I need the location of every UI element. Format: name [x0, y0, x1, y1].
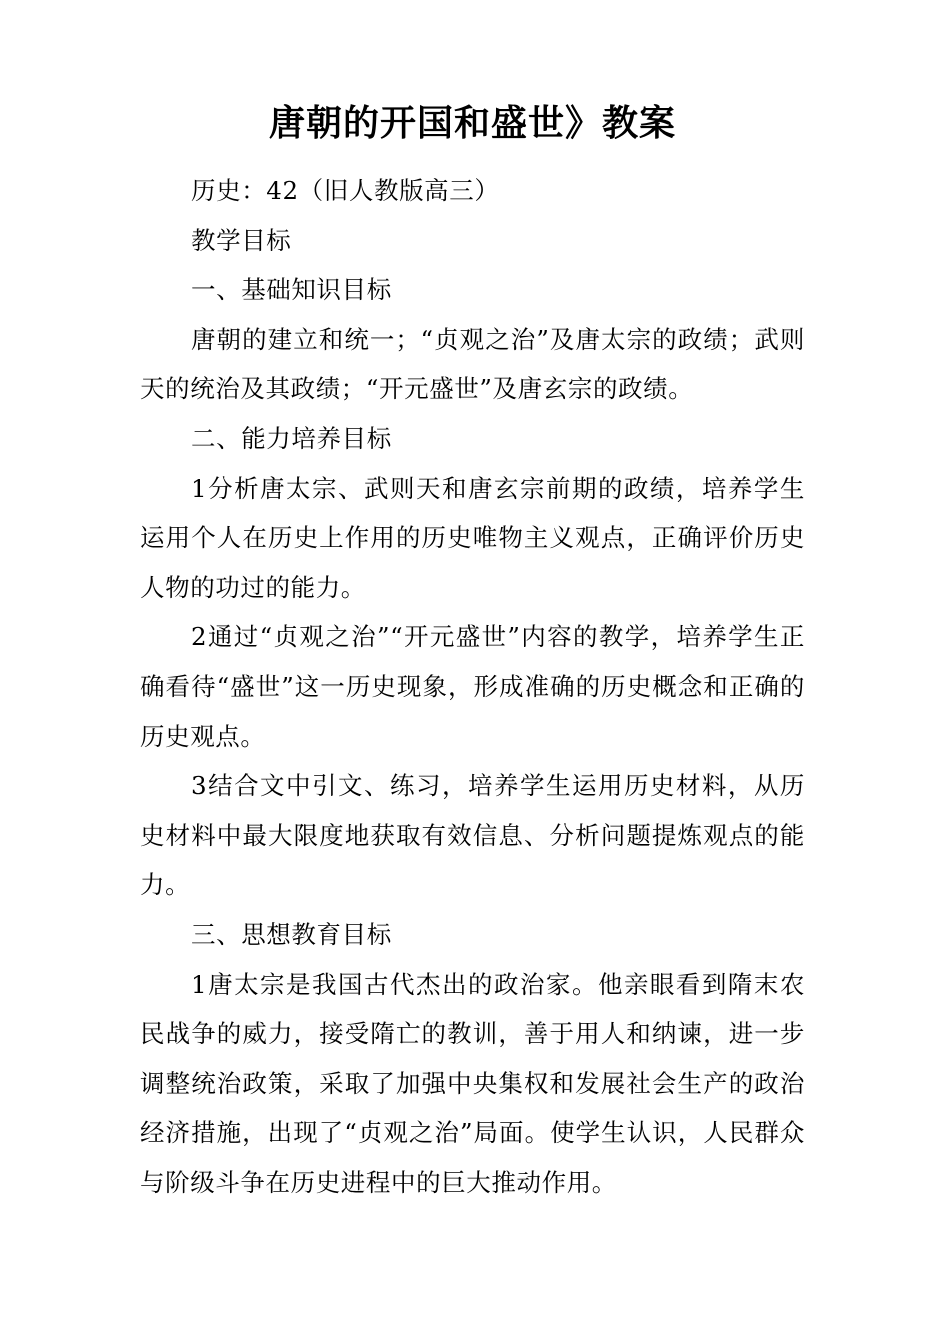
subheading-ability-training: 二、能力培养目标 — [191, 423, 392, 453]
document-page — [140, 0, 805, 1344]
paragraph-ability-2: 2通过“贞观之治”“开元盛世”内容的教学，培养学生正确看待“盛世”这一历史现象，形成准确的历史概念和正确的历史观点。 — [140, 622, 805, 751]
paragraph-basic-knowledge: 唐朝的建立和统一；“贞观之治”及唐太宗的政绩；武则天的统治及其政绩；“开元盛世”及唐玄宗的政绩。 — [140, 324, 805, 404]
document-title: 唐朝的开国和盛世》教案 — [268, 103, 676, 144]
subheading-ideological-education: 三、思想教育目标 — [191, 919, 392, 949]
subheading-basic-knowledge: 一、基础知识目标 — [191, 275, 392, 305]
paragraph-ideological-1: 1唐太宗是我国古代杰出的政治家。他亲眼看到隋末农民战争的威力，接受隋亡的教训，善于用人和纳谏，进一步调整统治政策，采取了加强中央集权和发展社会生产的政治经济措施，出现了“贞观之治”局面。使学生认识，人民群众与阶级斗争在历史进程中的巨大推动作用。 — [140, 969, 805, 1197]
document-body — [140, 166, 805, 1207]
paragraph-ability-3: 3结合文中引文、练习，培养学生运用历史材料，从历史材料中最大限度地获取有效信息、分析问题提炼观点的能力。 — [140, 771, 805, 900]
paragraph-ability-1: 1分析唐太宗、武则天和唐玄宗前期的政绩，培养学生运用个人在历史上作用的历史唯物主义观点，正确评价历史人物的功过的能力。 — [140, 473, 805, 602]
section-heading-teaching-goals: 教学目标 — [191, 225, 292, 255]
course-info-line: 历史：42（旧人教版高三） — [191, 176, 500, 205]
